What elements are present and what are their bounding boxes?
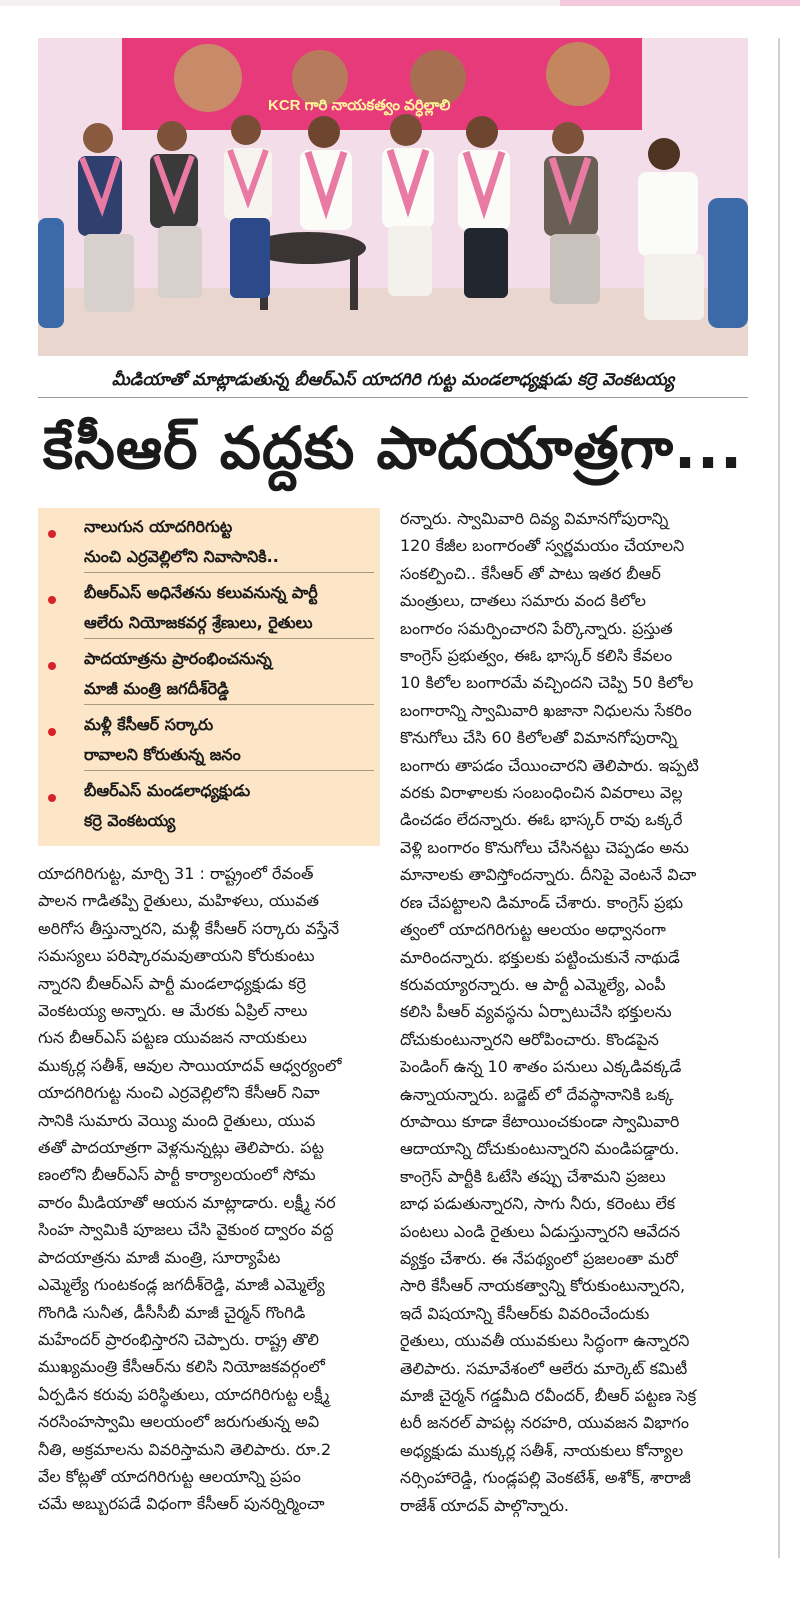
- news-photo: [38, 38, 748, 356]
- bullet-icon: [48, 794, 56, 802]
- column-rule: [778, 38, 780, 1558]
- news-photo-illustration: [38, 38, 748, 356]
- article-line: ఎమ్మెల్యే గుంటకండ్ల జగదీశ్‌రెడ్డి, మాజీ ఎమ్మెల్యే: [38, 1275, 325, 1295]
- highlights-box: [38, 508, 380, 846]
- article-line: డించడం లేదన్నారు. ఈఓ భాస్కర్ రావు ఒక్కరే: [400, 810, 683, 830]
- highlight-rule: [84, 572, 374, 573]
- article-line: సంకల్పించి.. కేసీఆర్ తో పాటు ఇతర బీఆర్: [400, 563, 661, 583]
- article-line: అధ్యక్షుడు ముక్కర్ల సతీశ్, నాయకులు కోన్యాల: [400, 1440, 684, 1460]
- article-line: పంటలు ఎండి రైతులు ఏడుస్తున్నారని ఆవేదన: [400, 1221, 681, 1241]
- article-line: తతో పాదయాత్రగా వెళ్లనున్నట్లు తెలిపారు. పట్ట: [38, 1138, 324, 1158]
- article-line: వెళ్లి బంగారం కొనుగోలు చేసినట్టు చెప్పడం అను: [400, 837, 689, 857]
- highlight-line: నాలుగున యాదగిరిగుట్ట: [84, 517, 233, 536]
- article-line: నీతి, అక్రమాలను వివరిస్తామని తెలిపారు. రూ.2: [38, 1439, 332, 1459]
- article-line: బంగారు తాపడం చేయించారని తెలిపారు. ఇప్పటి: [400, 755, 699, 775]
- photo-caption: మీడియాతో మాట్లాడుతున్న బీఆర్ఎస్ యాదగిరి గుట్ట మండలాధ్యక్షుడు కర్రె వెంకటయ్య: [111, 370, 675, 390]
- article-line: వరకు విరాళాలకు సంబంధించిన వివరాలు వెల్ల: [400, 783, 683, 803]
- article-line: గొంగిడి సునీత, డీసీసీబీ మాజీ చైర్మన్ గొంగిడి: [38, 1302, 306, 1322]
- article-line: మంత్రులు, దాతలు సమారు వంద కిలోల: [400, 591, 647, 611]
- highlight-rule: [84, 638, 374, 639]
- floor: [38, 288, 748, 356]
- article-line: రాజేశ్ యాదవ్ పాల్గొన్నారు.: [400, 1495, 569, 1515]
- bullet-icon: [48, 728, 56, 736]
- highlight-item: [38, 580, 380, 644]
- article-line: సానికి సుమారు వెయ్యి మంది రైతులు, యువ: [38, 1110, 316, 1130]
- bullet-icon: [48, 662, 56, 670]
- highlight-rule: [84, 770, 374, 771]
- highlight-line: బీఆర్ఎస్ మండలాధ్యక్షుడు: [84, 781, 251, 800]
- article-line: ఏర్పడిన కరువు పరిస్థితులు, యాదగిరిగుట్ట లక్ష్మీ: [38, 1384, 330, 1404]
- article-line: యాదగిరిగుట్ట నుంచి ఎర్రవెల్లిలోని కేసీఆర్ నివా: [38, 1083, 320, 1103]
- article-line: ఉన్నాయన్నారు. బడ్జెట్ లో దేవస్థానానికి ఒక్క: [400, 1084, 674, 1104]
- highlight-item: [38, 778, 380, 842]
- article-line: కరువయ్యారన్నారు. ఆ పార్టీ ఎమ్మెల్యే, ఎంపీ: [400, 974, 666, 994]
- article-line: ణంలోని బీఆర్ఎస్ పార్టీ కార్యాలయంలో సోమ: [38, 1165, 316, 1185]
- article-line: సమస్యలు పరిష్కారమవుతాయని కోరుకుంటు: [38, 946, 315, 966]
- article-line: రన్నారు. స్వామివారి దివ్య విమానగోపురాన్ని: [400, 509, 669, 528]
- article-line: మాజీ చైర్మన్ గడ్డమీది రవీందర్, బీఆర్ పట్టణ సెక్ర: [400, 1386, 697, 1405]
- article-line: కాంగ్రెస్ పార్టీకి ఓటేసి తప్పు చేశామని ప్రజలు: [400, 1166, 666, 1186]
- bullet-icon: [48, 530, 56, 538]
- article-line: వారం మీడియాతో ఆయన మాట్లాడారు. లక్ష్మీ నర: [38, 1192, 336, 1212]
- highlight-line: ఆలేరు నియోజకవర్గ శ్రేణులు, రైతులు: [84, 613, 313, 632]
- article-line: నరసింహస్వామి ఆలయంలో జరుగుతున్న అవి: [38, 1412, 320, 1432]
- article-line: బంగారాన్ని స్వామివారి ఖజానా నిధులను సేకరిం: [400, 700, 692, 720]
- highlight-line: నుంచి ఎర్రవెల్లిలోని నివాసానికి..: [84, 547, 279, 566]
- highlight-line: కర్రె వెంకటయ్య: [84, 811, 176, 830]
- chair: [708, 198, 748, 328]
- article-line: గున బీఆర్ఎస్ పట్టణ యువజన నాయకులు: [38, 1028, 307, 1048]
- highlight-item: [38, 514, 380, 578]
- article-line: న్నారని బీఆర్ఎస్ పార్టీ మండలాధ్యక్షుడు కర్రె: [38, 973, 306, 993]
- article-line: సింహ స్వామికి పూజలు చేసి వైకుంఠ ద్వారం వద్ద: [38, 1220, 334, 1240]
- article-line: వేల కోట్లతో యాదగిరిగుట్ట ఆలయాన్ని ప్రపం: [38, 1466, 301, 1486]
- article-line: సారి కేసీఆర్ నాయకత్వాన్ని కోరుకుంటున్నారని,: [400, 1276, 686, 1296]
- article-line: రణ చేపట్టాలని డిమాండ్ చేశారు. కాంగ్రెస్ ప్రభు: [400, 892, 684, 912]
- article-column-left: [38, 860, 380, 1518]
- article-line: పెండింగ్ ఉన్న 10 శాతం పనులు ఎక్కడివక్కడే: [400, 1057, 682, 1077]
- article-line: మానాలకు తావిస్తోందన్నారు. దీనిపై వెంటనే విచా: [400, 865, 697, 885]
- article-line: పాదయాత్రను మాజీ మంత్రి, సూర్యాపేట: [38, 1247, 281, 1267]
- article-line: 120 కేజీల బంగారంతో స్వర్ణమయం చేయాలని: [400, 536, 685, 556]
- article-column-right: [400, 505, 752, 1519]
- article-line: రూపాయి కూడా కేటాయించకుండా స్వామివారి: [400, 1111, 680, 1131]
- article-line: వెంకటయ్య అన్నారు. ఆ మేరకు ఏప్రిల్ నాలు: [38, 1001, 308, 1021]
- article-line: యాదగిరిగుట్ట, మార్చి 31 : రాష్ట్రంలో రేవంత్: [38, 864, 314, 883]
- article-line: రైతులు, యువతీ యువకులు సిద్ధంగా ఉన్నారని: [400, 1331, 690, 1351]
- article-line: చమే అబ్బురపడే విధంగా కేసీఆర్ పునర్నిర్మించా: [38, 1494, 325, 1514]
- highlight-line: రావాలని కోరుతున్న జనం: [84, 745, 241, 764]
- chair: [38, 218, 64, 328]
- article-line: ఆదాయాన్ని దోచుకుంటున్నారని మండిపడ్డారు.: [400, 1139, 680, 1159]
- highlight-line: పాదయాత్రను ప్రారంభించనున్న: [84, 649, 272, 668]
- highlight-item: [38, 712, 380, 776]
- article-line: మహేందర్ ప్రారంభిస్తారని చెప్పారు. రాష్ట్ర తొలి: [38, 1329, 319, 1349]
- article-line: మారిందన్నారు. భక్తులకు పట్టించుకునే నాథుడే: [400, 947, 680, 967]
- highlight-item: [38, 646, 380, 710]
- article-line: బంగారం సమర్పించారని పేర్కొన్నారు. ప్రస్తుత: [400, 618, 673, 638]
- caption-rule: [38, 397, 748, 398]
- article-line: దోచుకుంటున్నారని ఆరోపించారు. కొండపైన: [400, 1029, 659, 1049]
- article-line: 10 కిలోల బంగారమే వచ్చిందని చెప్పి 50 కిలోల: [400, 673, 694, 693]
- highlight-line: మళ్లీ కేసీఆర్ సర్కారు: [84, 715, 214, 734]
- article-line: ముఖ్యమంత్రి కేసీఆర్‌ను కలిసి నియోజకవర్గంలో: [38, 1357, 325, 1377]
- article-line: త్వంలో యాదగిరిగుట్ట ఆలయం అధ్వానంగా: [400, 920, 666, 940]
- highlight-line: మాజీ మంత్రి జగదీశ్‌రెడ్డి: [84, 679, 229, 698]
- article-line: పాలన గాడితప్పి రైతులు, మహిళలు, యువత: [38, 891, 319, 911]
- headline: కేసీఆర్ వద్దకు పాదయాత్రగా...: [42, 414, 744, 482]
- bullet-icon: [48, 596, 56, 604]
- article-line: ముక్కర్ల సతీశ్, ఆవుల సాయియాదవ్ ఆధ్వర్యంలో: [38, 1055, 342, 1075]
- banner-portrait: [546, 42, 610, 106]
- article-line: బాధ పడుతున్నారని, సాగు నీరు, కరెంటు లేక: [400, 1194, 676, 1214]
- article-line: కలిసి పీఆర్ వ్యవస్థను ఏర్పాటుచేసి భక్తులను: [400, 1002, 672, 1022]
- highlight-rule: [84, 704, 374, 705]
- article-line: ఇదే విషయాన్ని కేసీఆర్‌కు వివరించేందుకు: [400, 1303, 650, 1323]
- banner-text: KCR గారి నాయకత్వం వర్ధిల్లాలి: [268, 97, 451, 114]
- page-top-strip: [0, 0, 800, 6]
- article-line: వ్యక్తం చేశారు. ఈ నేపథ్యంలో ప్రజలంతా మరో: [400, 1248, 678, 1268]
- article-line: కాంగ్రెస్ ప్రభుత్వం, ఈఓ భాస్కర్ కలిసి కేవలం: [400, 646, 673, 666]
- article-line: టరీ జనరల్ పాపట్ల నరహరి, యువజన విభాగం: [400, 1413, 689, 1433]
- article-line: కొనుగోలు చేసి 60 కిలోలతో విమానగోపురాన్ని: [400, 728, 678, 748]
- article-line: నర్సింహారెడ్డి, గుండ్లపల్లి వెంకటేశ్, అశోక్, శారాజీ: [400, 1468, 691, 1488]
- article-line: అరిగోస తీస్తున్నారని, మళ్లీ కేసీఆర్ సర్కారు వస్తేనే: [38, 918, 340, 938]
- article-line: తెలిపారు. సమావేశంలో ఆలేరు మార్కెట్ కమిటీ: [400, 1358, 688, 1378]
- highlight-line: బీఆర్ఎస్ అధినేతను కలువనున్న పార్టీ: [84, 583, 318, 602]
- banner-portrait: [174, 44, 242, 112]
